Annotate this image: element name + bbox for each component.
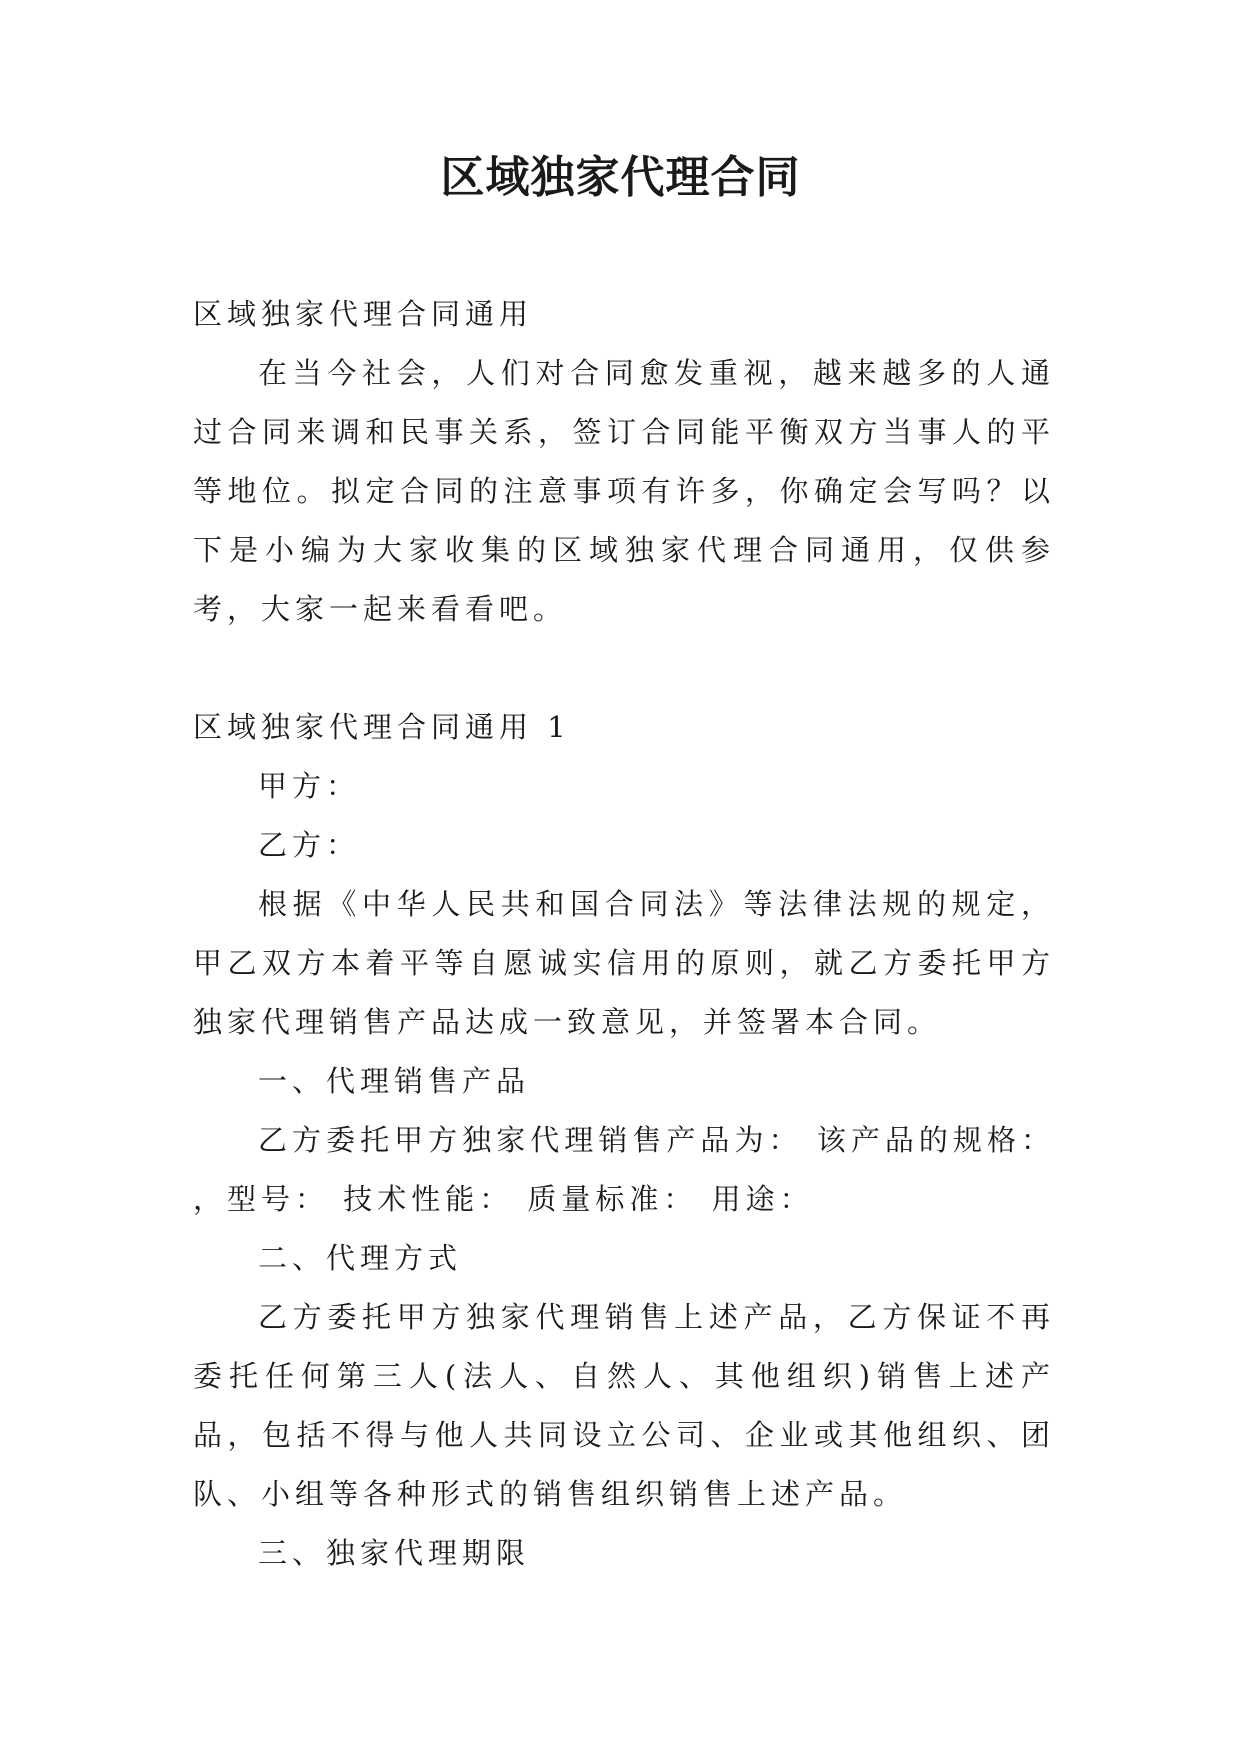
clause-body-2: 乙方委托甲方独家代理销售上述产品，乙方保证不再委托任何第三人(法人、自然人、其他组织)销售上述产品，包括不得与他人共同设立公司、企业或其他组织、团队、小组等各种形式的销售组织销售上述产品。: [193, 1300, 1055, 1511]
paragraph-spacer: [193, 639, 1055, 698]
party-a-field: 甲方：: [258, 769, 361, 803]
clause-heading-3: 三、独家代理期限: [258, 1536, 531, 1570]
party-b-field: 乙方：: [258, 828, 361, 862]
clause-heading-1: 一、代理销售产品: [258, 1064, 531, 1098]
preamble-paragraph: 根据《中华人民共和国合同法》等法律法规的规定，甲乙双方本着平等自愿诚实信用的原则，就乙方委托甲方独家代理销售产品达成一致意见，并签署本合同。: [193, 887, 1055, 1039]
clause-heading-2: 二、代理方式: [258, 1241, 463, 1275]
subtitle-heading: 区域独家代理合同通用: [193, 297, 534, 331]
clause-body-1: 乙方委托甲方独家代理销售产品为： 该产品的规格： ，型号： 技术性能： 质量标准： 用途：: [193, 1123, 1055, 1216]
document-body: [193, 285, 1055, 1583]
section-heading-contract-1: 区域独家代理合同通用 1: [193, 710, 571, 744]
document-title: 区域独家代理合同: [440, 152, 801, 203]
intro-paragraph: 在当今社会，人们对合同愈发重视，越来越多的人通过合同来调和民事关系，签订合同能平衡双方当事人的平等地位。拟定合同的注意事项有许多，你确定会写吗？以下是小编为大家收集的区域独家代理合同通用，仅供参考，大家一起来看看吧。: [193, 356, 1055, 626]
